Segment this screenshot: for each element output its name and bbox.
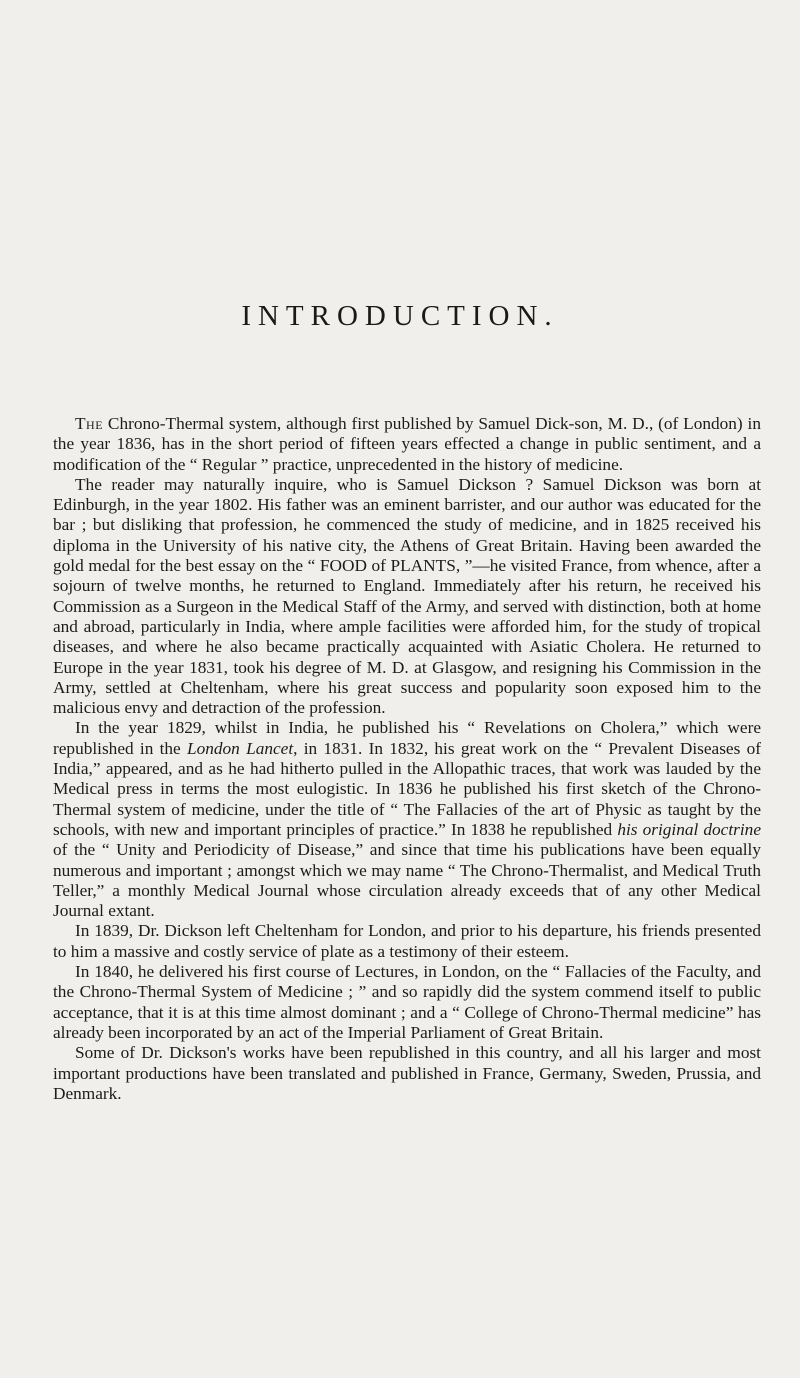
paragraph-1 bbox=[53, 414, 761, 475]
emphasized-phrase: his original doctrine bbox=[617, 819, 761, 839]
paragraph-text: Chrono-Thermal system, although first published by Samuel Dick-son, M. D., (of London) in the year 1836, has in the short period of fifteen years effected a change in public sentiment, and a modification of the “ Regular ” practice, unprecedented in the history of medicine. bbox=[53, 414, 761, 474]
paragraph-5: In 1840, he delivered his first course of Lectures, in London, on the “ Fallacies of the Faculty, and the Chrono-Thermal System of Medicine ; ” and so rapidly did the system commend itself to public acceptance, that it is at this time almost dominant ; and a “ College of Chrono-Thermal medicine” has already been incorporated by an act of the Imperial Parliament of Great Britain. bbox=[53, 962, 761, 1042]
paragraph-text: In the year 1829, whilst in India, he published his “ Revelations on Cholera,” which were republished in the bbox=[53, 718, 761, 758]
paragraph-3 bbox=[53, 718, 761, 921]
journal-title: London Lancet bbox=[187, 738, 294, 758]
paragraph-2: The reader may naturally inquire, who is Samuel Dickson ? Samuel Dickson was born at Edinburgh, in the year 1802. His father was an eminent barrister, and our author was educated for the bar ; but disliking that profession, he commenced the study of medicine, and in 1825 received his diploma in the University of his native city, the Athens of Great Britain. Having been awarded the gold medal for the best essay on the “ FOOD of PLANTS, ”—he visited France, from whence, after a sojourn of twelve months, he returned to England. Immediately after his return, he received his Commission as a Surgeon in the Medical Staff of the Army, and served with distinction, both at home and abroad, particularly in India, where ample facilities were afforded him, for the study of tropical diseases, and where he also became practically acquainted with Asiatic Cholera. He returned to Europe in the year 1831, took his degree of M. D. at Glasgow, and resigning his Commission in the Army, settled at Cheltenham, where his great success and popularity soon exposed him to the malicious envy and detraction of the profession. bbox=[53, 474, 761, 718]
paragraph-text: of the “ Unity and Periodicity of Disease,” and since that time his publications have been equally numerous and important ; amongst which we may name “ The Chrono-Thermalist, and Medical Truth Teller,” a monthly Medical Journal whose circulation already exceeds that of any other Medical Journal extant. bbox=[53, 840, 761, 921]
drop-word: The bbox=[75, 414, 104, 433]
paragraph-text: , in 1831. In 1832, his great work on the “ Prevalent Diseases of India,” appeared, and as he had hitherto pulled in the Allopathic traces, that work was lauded by the Medical press in terms the most eulogistic. In 1836 he published his first sketch of the Chrono-Thermal system of medicine, under the title of “ The Fallacies of the art of Physic as taught by the schools, with new and important principles of practice.” In 1838 he republished bbox=[53, 738, 761, 839]
paragraph-4: In 1839, Dr. Dickson left Cheltenham for London, and prior to his departure, his friends presented to him a massive and costly service of plate as a testimony of their esteem. bbox=[53, 921, 761, 961]
paragraph-6: Some of Dr. Dickson's works have been republished in this country, and all his larger and most important productions have been translated and published in France, Germany, Sweden, Prussia, and Denmark. bbox=[53, 1043, 761, 1103]
body-text bbox=[53, 414, 761, 1104]
page-title: INTRODUCTION. bbox=[241, 300, 559, 332]
